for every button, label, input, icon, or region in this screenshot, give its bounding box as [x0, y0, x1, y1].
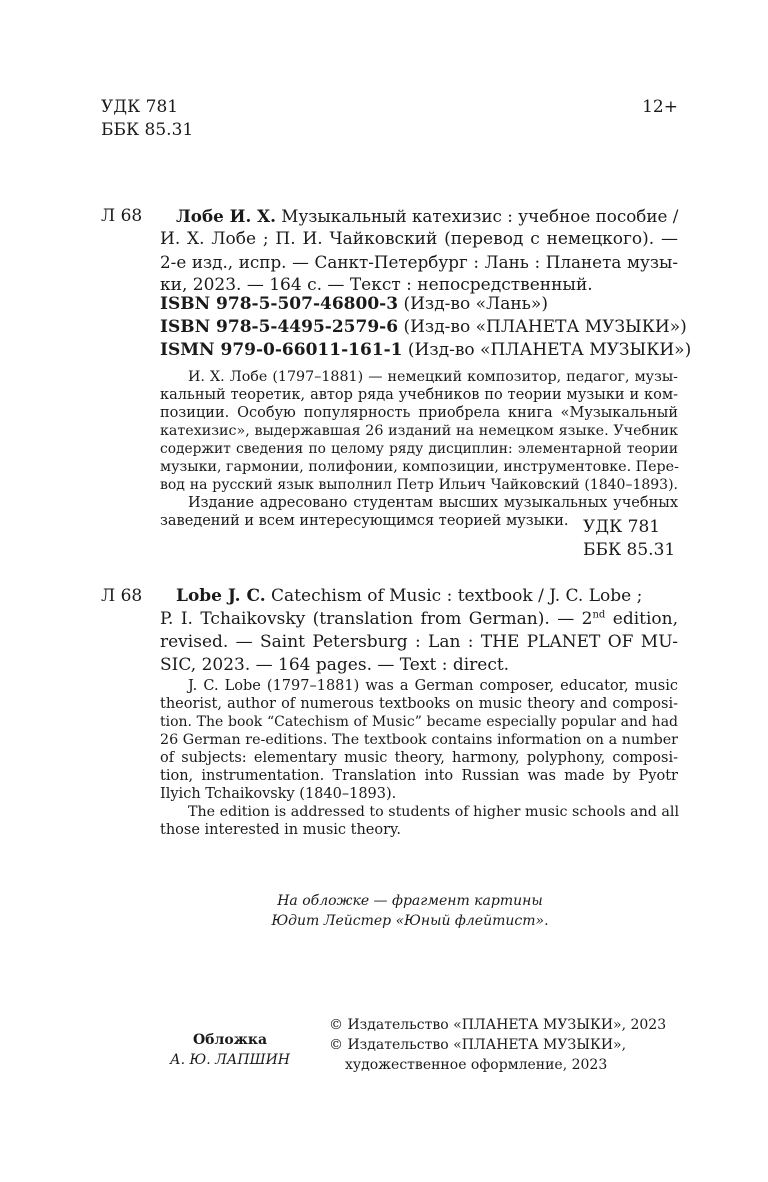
- en-abstract-line: 26 German re-editions. The textbook contains information on a number: [160, 732, 678, 748]
- header-bbk: ББК 85.31: [101, 120, 194, 140]
- isbn-item: ISBN 978-5-507-46800-3 (Изд-во «Лань»): [160, 294, 548, 314]
- ru-abstract-line: вод на русский язык выполнил Петр Ильич Чайковский (1840–1893).: [160, 477, 678, 493]
- copyright-line-2: © Издательство «ПЛАНЕТА МУЗЫКИ»,: [329, 1037, 627, 1053]
- ru-record-line-4: ки, 2023. — 164 с. — Текст : непосредственный.: [160, 275, 593, 295]
- en-abstract-line: of subjects: elementary music theory, harmony, polyphony, composi-: [160, 750, 678, 766]
- ru-abstract-line: кальный теоретик, автор ряда учебников по теории музыки и ком-: [160, 387, 678, 403]
- en-bibliographic-record: [160, 585, 678, 677]
- en-abstract-line: those interested in music theory.: [160, 822, 401, 838]
- ru-author: Лобе И. Х.: [176, 206, 276, 226]
- copyright-line-3: художественное оформление, 2023: [345, 1057, 608, 1073]
- ru-record-line-2: И. Х. Лобе ; П. И. Чайковский (перевод с немецкого). —: [160, 229, 678, 249]
- cover-note: [200, 891, 620, 931]
- ru-record-line-3: 2-е изд., испр. — Санкт-Петербург : Лань : Планета музы-: [160, 252, 678, 272]
- ru-abstract-line: содержит сведения по целому ряду дисциплин: элементарной теории: [160, 441, 678, 457]
- ru-abstract-line: Издание адресовано студентам высших музыкальных учебных: [188, 495, 678, 511]
- credits-label: Обложка: [192, 1032, 268, 1048]
- copyright-line-1: © Издательство «ПЛАНЕТА МУЗЫКИ», 2023: [329, 1017, 667, 1033]
- cover-credits: [140, 1030, 320, 1070]
- en-record-line-1: Lobe J. C. Catechism of Music : textbook / J. C. Lobe ;: [176, 586, 643, 606]
- ru-author-code: Л 68: [101, 206, 143, 226]
- ru-abstract-line: музыки, гармонии, полифонии, композиции, инструментовке. Пере-: [160, 459, 679, 475]
- ru-abstract-line: И. Х. Лобе (1797–1881) — немецкий композитор, педагог, музы-: [188, 369, 678, 385]
- en-author: Lobe J. C.: [176, 586, 266, 606]
- ru-bbk: ББК 85.31: [583, 540, 676, 560]
- en-abstract-line: tion, instrumentation. Translation into Russian was made by Pyotr: [160, 768, 678, 784]
- ru-abstract-line: катехизис», выдержавшая 26 изданий на немецком языке. Учебник: [160, 423, 678, 439]
- cover-note-line-1: На обложке — фрагмент картины: [277, 893, 543, 909]
- ru-abstract-line: заведений и всем интересующимся теорией музыки.: [160, 513, 569, 529]
- ru-record-line-1: Лобе И. Х. Музыкальный катехизис : учебное пособие /: [176, 206, 679, 226]
- en-abstract-line: The edition is addressed to students of higher music schools and all: [188, 804, 680, 820]
- en-abstract-line: J. C. Lobe (1797–1881) was a German composer, educator, music: [188, 678, 678, 694]
- ru-abstract: [160, 368, 678, 530]
- en-abstract-line: tion. The book “Catechism of Music” became especially popular and had: [160, 714, 678, 730]
- en-abstract: [160, 677, 678, 839]
- ru-abstract-line: позиции. Особую популярность приобрела книга «Музыкальный: [160, 405, 678, 421]
- en-record-line-4: SIC, 2023. — 164 pages. — Text : direct.: [160, 655, 510, 675]
- header-classification: [101, 96, 193, 142]
- ru-classification: [583, 516, 675, 562]
- ru-bibliographic-record: [160, 205, 678, 297]
- header-udk: УДК 781: [101, 97, 179, 117]
- en-record-line-2: P. I. Tchaikovsky (translation from German). — 2nd edition,: [160, 609, 678, 629]
- en-author-code: Л 68: [101, 586, 143, 606]
- ru-udk: УДК 781: [583, 517, 661, 537]
- isbn-item: ISBN 978-5-4495-2579-6 (Изд-во «ПЛАНЕТА МУЗЫКИ»): [160, 317, 687, 337]
- copyright-block: [329, 1015, 666, 1075]
- en-abstract-line: Ilyich Tchaikovsky (1840–1893).: [160, 786, 397, 802]
- credits-name: А. Ю. ЛАПШИН: [170, 1052, 290, 1068]
- en-record-line-3: revised. — Saint Petersburg : Lan : THE PLANET OF MU-: [160, 632, 678, 652]
- en-abstract-line: theorist, author of numerous textbooks on music theory and composi-: [160, 696, 678, 712]
- age-rating: 12+: [642, 97, 678, 117]
- cover-note-line-2: Юдит Лейстер «Юный флейтист».: [271, 913, 549, 929]
- ismn-item: ISMN 979-0-66011-161-1 (Изд-во «ПЛАНЕТА МУЗЫКИ»): [160, 340, 692, 360]
- isbn-list: [160, 293, 691, 362]
